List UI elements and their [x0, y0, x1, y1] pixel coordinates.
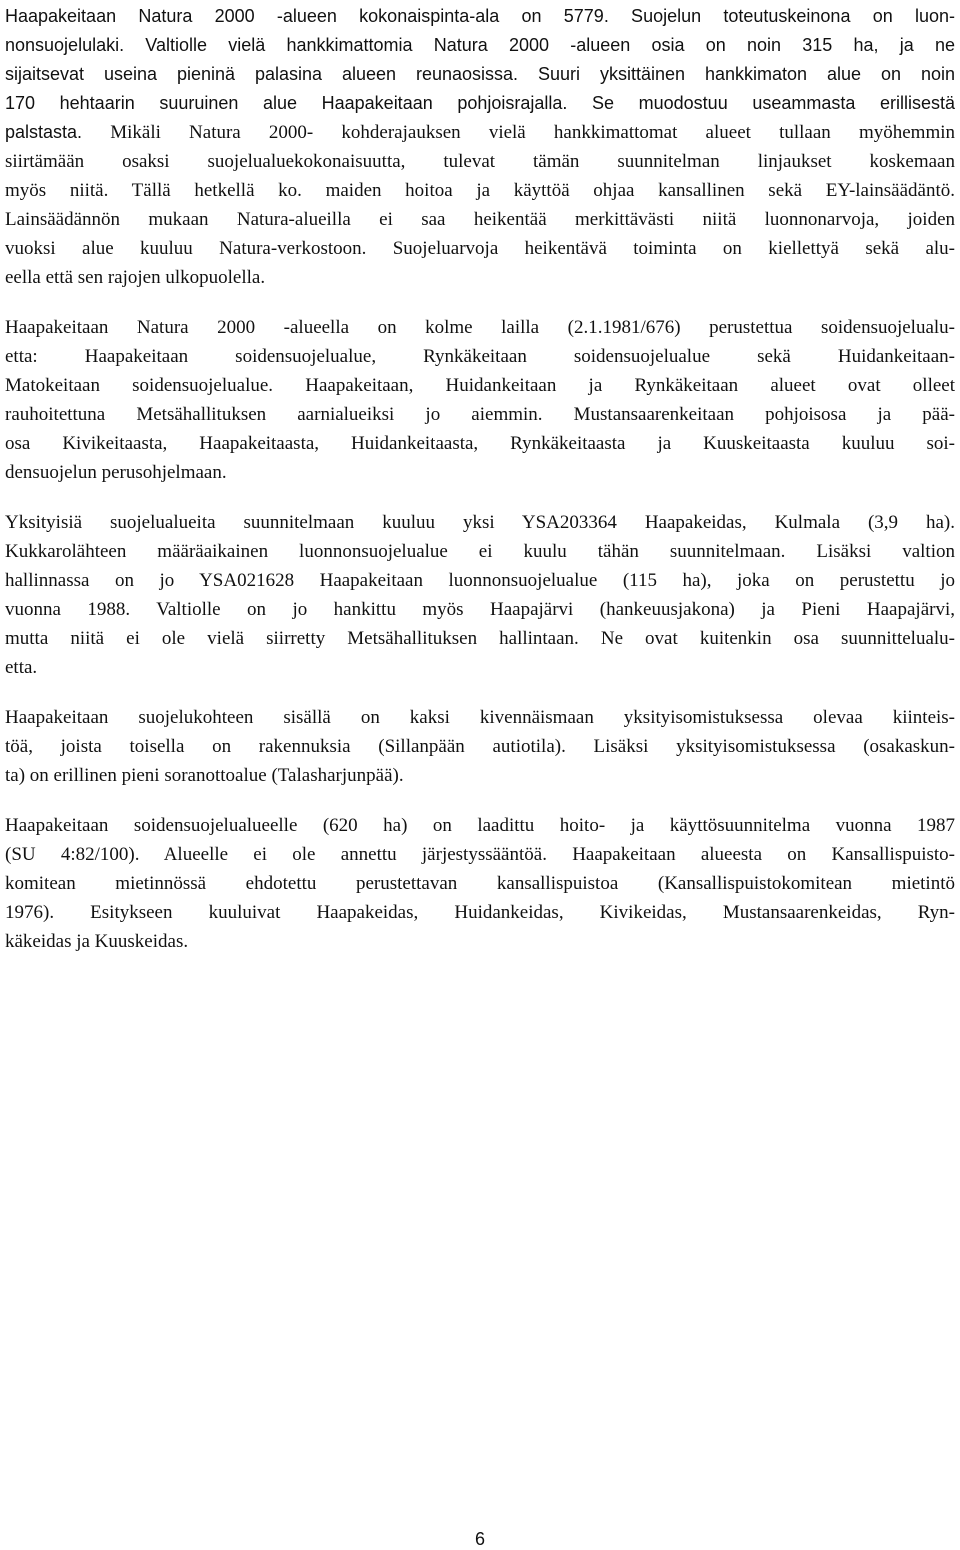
paragraph — [5, 811, 955, 956]
text-line: Kukkarolähteen määräaikainen luonnonsuojelualue ei kuulu tähän suunnitelmaan. Lisäksi valtion — [5, 541, 955, 562]
text-line: komitean mietinnössä ehdotettu perustettavan kansallispuistoa (Kansallispuistokomitean mietintö — [5, 873, 955, 894]
text-run: Mikäli Natura 2000- kohderajauksen vielä hankkimattomat alueet tullaan myöhemmin — [82, 122, 955, 143]
paragraph — [5, 313, 955, 487]
text-line: töä, joista toisella on rakennuksia (Sillanpään autiotila). Lisäksi yksityisomistuksessa (osakaskun- — [5, 736, 955, 757]
text-line: etta: Haapakeitaan soidensuojelualue, Rynkäkeitaan soidensuojelualue sekä Huidankeitaan- — [5, 346, 955, 367]
text-line: densuojelun perusohjelmaan. — [5, 462, 227, 483]
text-line: Haapakeitaan Natura 2000 -alueen kokonaispinta-ala on 5779. Suojelun toteutuskeinona on luon- — [5, 6, 955, 26]
paragraph — [5, 2, 955, 292]
text-line: Haapakeitaan Natura 2000 -alueella on kolme lailla (2.1.1981/676) perustettua soidensuojelualu- — [5, 317, 955, 338]
text-line: vuonna 1988. Valtiolle on jo hankittu myös Haapajärvi (hankeuusjakona) ja Pieni Haapajärvi, — [5, 599, 955, 620]
document-page — [5, 2, 955, 977]
text-run: palstasta. — [5, 122, 83, 142]
text-line: nonsuojelulaki. Valtiolle vielä hankkimattomia Natura 2000 -alueen osia on noin 315 ha, ja ne — [5, 35, 955, 55]
text-line: sijaitsevat useina pieninä palasina alueen reunaosissa. Suuri yksittäinen hankkimaton alue on noin — [5, 64, 955, 84]
text-line: siirtämään osaksi suojelualuekokonaisuutta, tulevat tämän suunnitelman linjaukset koskemaan — [5, 151, 955, 172]
page-number: 6 — [474, 1529, 485, 1549]
text-line: vuoksi alue kuuluu Natura-verkostoon. Suojeluarvoja heikentävä toiminta on kiellettyä sekä alu- — [5, 238, 955, 259]
text-line: Matokeitaan soidensuojelualue. Haapakeitaan, Huidankeitaan ja Rynkäkeitaan alueet ovat olleet — [5, 375, 955, 396]
text-line: etta. — [5, 657, 38, 678]
body-text — [5, 2, 955, 956]
text-line: (SU 4:82/100). Alueelle ei ole annettu järjestyssääntöä. Haapakeitaan alueesta on Kansallispuisto- — [5, 844, 955, 865]
text-line — [5, 118, 955, 147]
paragraph — [5, 703, 955, 790]
text-line: 1976). Esitykseen kuuluivat Haapakeidas, Huidankeidas, Kivikeidas, Mustansaarenkeidas, Ryn- — [5, 902, 955, 923]
text-line: rauhoitettuna Metsähallituksen aarnialueiksi jo aiemmin. Mustansaarenkeitaan pohjoisosa ja pää- — [5, 404, 955, 425]
text-line: myös niitä. Tällä hetkellä ko. maiden hoitoa ja käyttöä ohjaa kansallinen sekä EY-lainsäädäntö. — [5, 180, 955, 201]
text-line: mutta niitä ei ole vielä siirretty Metsähallituksen hallintaan. Ne ovat kuitenkin osa suunnittelualu- — [5, 628, 955, 649]
text-line: Lainsäädännön mukaan Natura-alueilla ei saa heikentää merkittävästi niitä luonnonarvoja, joiden — [5, 209, 955, 230]
text-line: osa Kivikeitaasta, Haapakeitaasta, Huidankeitaasta, Rynkäkeitaasta ja Kuuskeitaasta kuuluu soi- — [5, 433, 955, 454]
text-line: hallinnassa on jo YSA021628 Haapakeitaan luonnonsuojelualue (115 ha), joka on perustettu jo — [5, 570, 955, 591]
paragraph — [5, 508, 955, 682]
text-line: käkeidas ja Kuuskeidas. — [5, 931, 189, 952]
text-line: Yksityisiä suojelualueita suunnitelmaan kuuluu yksi YSA203364 Haapakeidas, Kulmala (3,9 ha). — [5, 512, 955, 533]
text-line: ta) on erillinen pieni soranottoalue (Talasharjunpää). — [5, 765, 404, 786]
text-line: eella että sen rajojen ulkopuolella. — [5, 267, 266, 288]
text-line: Haapakeitaan suojelukohteen sisällä on kaksi kivennäismaan yksityisomistuksessa olevaa kiinteis- — [5, 707, 955, 728]
text-line: 170 hehtaarin suuruinen alue Haapakeitaan pohjoisrajalla. Se muodostuu useammasta erillisestä — [5, 93, 955, 113]
text-line: Haapakeitaan soidensuojelualueelle (620 ha) on laadittu hoito- ja käyttösuunnitelma vuonna 1987 — [5, 815, 955, 836]
